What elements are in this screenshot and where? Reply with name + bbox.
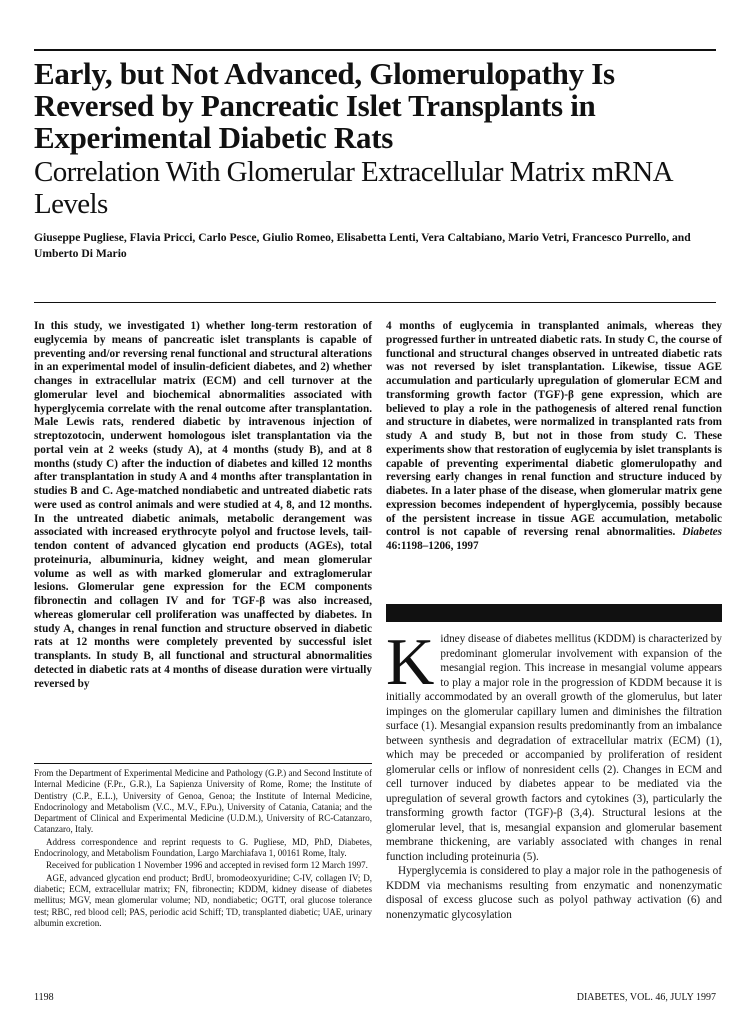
drop-cap: K bbox=[386, 625, 435, 699]
footnote-correspondence: Address correspondence and reprint requests to G. Pugliese, MD, PhD, Diabetes, Endocrinology, and Metabolism Foundation, Largo Marchiafava 1, 00161 Rome, Italy. bbox=[34, 836, 372, 859]
journal-info: DIABETES, VOL. 46, JULY 1997 bbox=[576, 992, 716, 1003]
body-paragraph-1-text: idney disease of diabetes mellitus (KDDM) is characterized by predominant glomerular involvement with expansion of the mesangial region. This increase in mesangial volume appears to play a major role in the progression of KDDM because it is initially accommodated by an overall growth of the glomerulus, but later impinges on the glomerular capillary lumen and diminishes the filtration surface (1). Mesangial expansion results predominantly from an imbalance between synthesis and degradation of extracellular matrix (ECM) (1), which may be preceded or accompanied by proliferation of resident glomerular cells or inflow of nonresident cells (2). Changes in ECM and cell turnover induced by diabetes appear to be mediated via the upregulation of several growth factors and cytokines (3), particularly the transforming growth factor (TGF)-β (3,4). Structural lesions at the glomerular level, that is, mesangial expansion and glomerular basement membrane thickening, are variably associated with changes in renal function including proteinuria (5). bbox=[386, 633, 722, 863]
abstract-right-column bbox=[386, 320, 722, 554]
body-paragraph bbox=[386, 625, 722, 864]
page-number: 1198 bbox=[34, 992, 54, 1003]
abstract-left-column: In this study, we investigated 1) whether long-term restoration of euglycemia by means of pancreatic islet transplants is capable of preventing and/or reversing renal functional and structural alterations in an experimental model of insulin-deficient diabetes, and 2) whether changes in extracellular matrix (ECM) and cell turnover at the glomerular level and biochemical abnormalities associated with hyperglycemia correlate with the renal outcome after transplantation. Male Lewis rats, rendered diabetic by intravenous injection of streptozotocin, underwent homologous islet transplantation via the portal vein at 2 weeks (study A), at 4 months (study B), and at 8 months (study C) after the induction of diabetes and killed 12 months after transplantation in study A and 4 months after transplantation in studies B and C. Age-matched nondiabetic and untreated diabetic rats were used as control animals and were studied at 4, 8, and 12 months. In the untreated diabetic animals, metabolic derangement was associated with increased erythrocyte polyol and fructose levels, tail-tendon content of advanced glycation end products (AGEs), total proteinuria, albuminuria, kidney weight, and mean glomerular volume as well as with marked glomerular and extraglomerular lesions. Glomerular gene expression for the ECM components fibronectin and collagen IV and for TGF-β was also increased, whereas glomerular cell proliferation was unaffected by diabetes. In study A, changes in renal function and structure observed in diabetic rats at 12 months were completely prevented by successful islet transplants. In study B, all functional and structural abnormalities detected in diabetic rats at 4 months of disease duration were virtually reversed by bbox=[34, 320, 372, 690]
top-rule bbox=[34, 49, 716, 51]
footnote-affiliations: From the Department of Experimental Medicine and Pathology (G.P.) and Second Institute of Internal Medicine (F.Pr., G.R.), La Sapienza University of Rome, Rome; the Institute of Dentistry (C.P., E.L.), University of Genoa, Genoa; the Institute of Internal Medicine, Endocrinology and Metabolism (V.C., M.V., F.Pu.), University of Catania, Catania; and the Department of Clinical and Experimental Medicine (U.D.M.), University of RC-Catanzaro, Catanzaro, Italy. bbox=[34, 768, 372, 835]
citation-reference: 46:1198–1206, 1997 bbox=[386, 540, 479, 552]
footnotes bbox=[34, 768, 372, 930]
article-subtitle: Correlation With Glomerular Extracellular Matrix mRNA Levels bbox=[34, 156, 672, 220]
footnote-received: Received for publication 1 November 1996 and accepted in revised form 12 March 1997. bbox=[46, 860, 368, 871]
body-text-column bbox=[386, 625, 722, 922]
abstract-continuation: 4 months of euglycemia in transplanted animals, whereas they progressed further in untreated diabetic rats. In study C, the course of functional and structural changes observed in untreated diabetic rats was not reversed by islet transplantation. Likewise, tissue AGE accumulation and particularly upregulation of glomerular ECM and transforming growth factor (TGF)-β gene expression, which are believed to play a role in the pathogenesis of altered renal function and structure in diabetes, were normalized in transplanted rats from study A and study B, but not in those from study C. These experiments show that restoration of euglycemia by islet transplants is capable of preventing experimental diabetic glomerulopathy and reversing early changes in renal function and structure induced by diabetes. In a later phase of the disease, when glomerular matrix gene expression becomes independent of hyperglycemia, possibly because of the persistent increase in tissue AGE accumulation, metabolic control is not capable of reversing renal abnormalities. bbox=[386, 320, 722, 539]
footnote-rule bbox=[34, 763, 372, 764]
footnote-abbreviations: AGE, advanced glycation end product; BrdU, bromodeoxyuridine; C-IV, collagen IV; D, diabetic; ECM, extracellular matrix; FN, fibronectin; KDDM, kidney disease of diabetes mellitus; MGV, mean glomerular volume; ND, nondiabetic; OGTT, oral glucose tolerance test; RBC, red blood cell; PAS, periodic acid Schiff; TD, transplanted diabetic; UAE, urinary albumin excretion. bbox=[34, 872, 372, 928]
citation-journal: Diabetes bbox=[682, 526, 723, 539]
article-title: Early, but Not Advanced, Glomerulopathy Is Reversed by Pancreatic Islet Transplants in Experimental Diabetic Rats bbox=[34, 56, 615, 155]
author-list: Giuseppe Pugliese, Flavia Pricci, Carlo Pesce, Giulio Romeo, Elisabetta Lenti, Vera Caltabiano, Mario Vetri, Francesco Purrello, and Umberto Di Mario bbox=[34, 231, 691, 260]
section-divider-bar bbox=[386, 604, 722, 622]
body-paragraph-2: Hyperglycemia is considered to play a major role in the pathogenesis of KDDM via mechanisms resulting from enzymatic and nonenzymatic disposal of excess glucose such as polyol pathway activation (6) and nonenzymatic glycosylation bbox=[386, 865, 722, 921]
section-rule bbox=[34, 302, 716, 303]
